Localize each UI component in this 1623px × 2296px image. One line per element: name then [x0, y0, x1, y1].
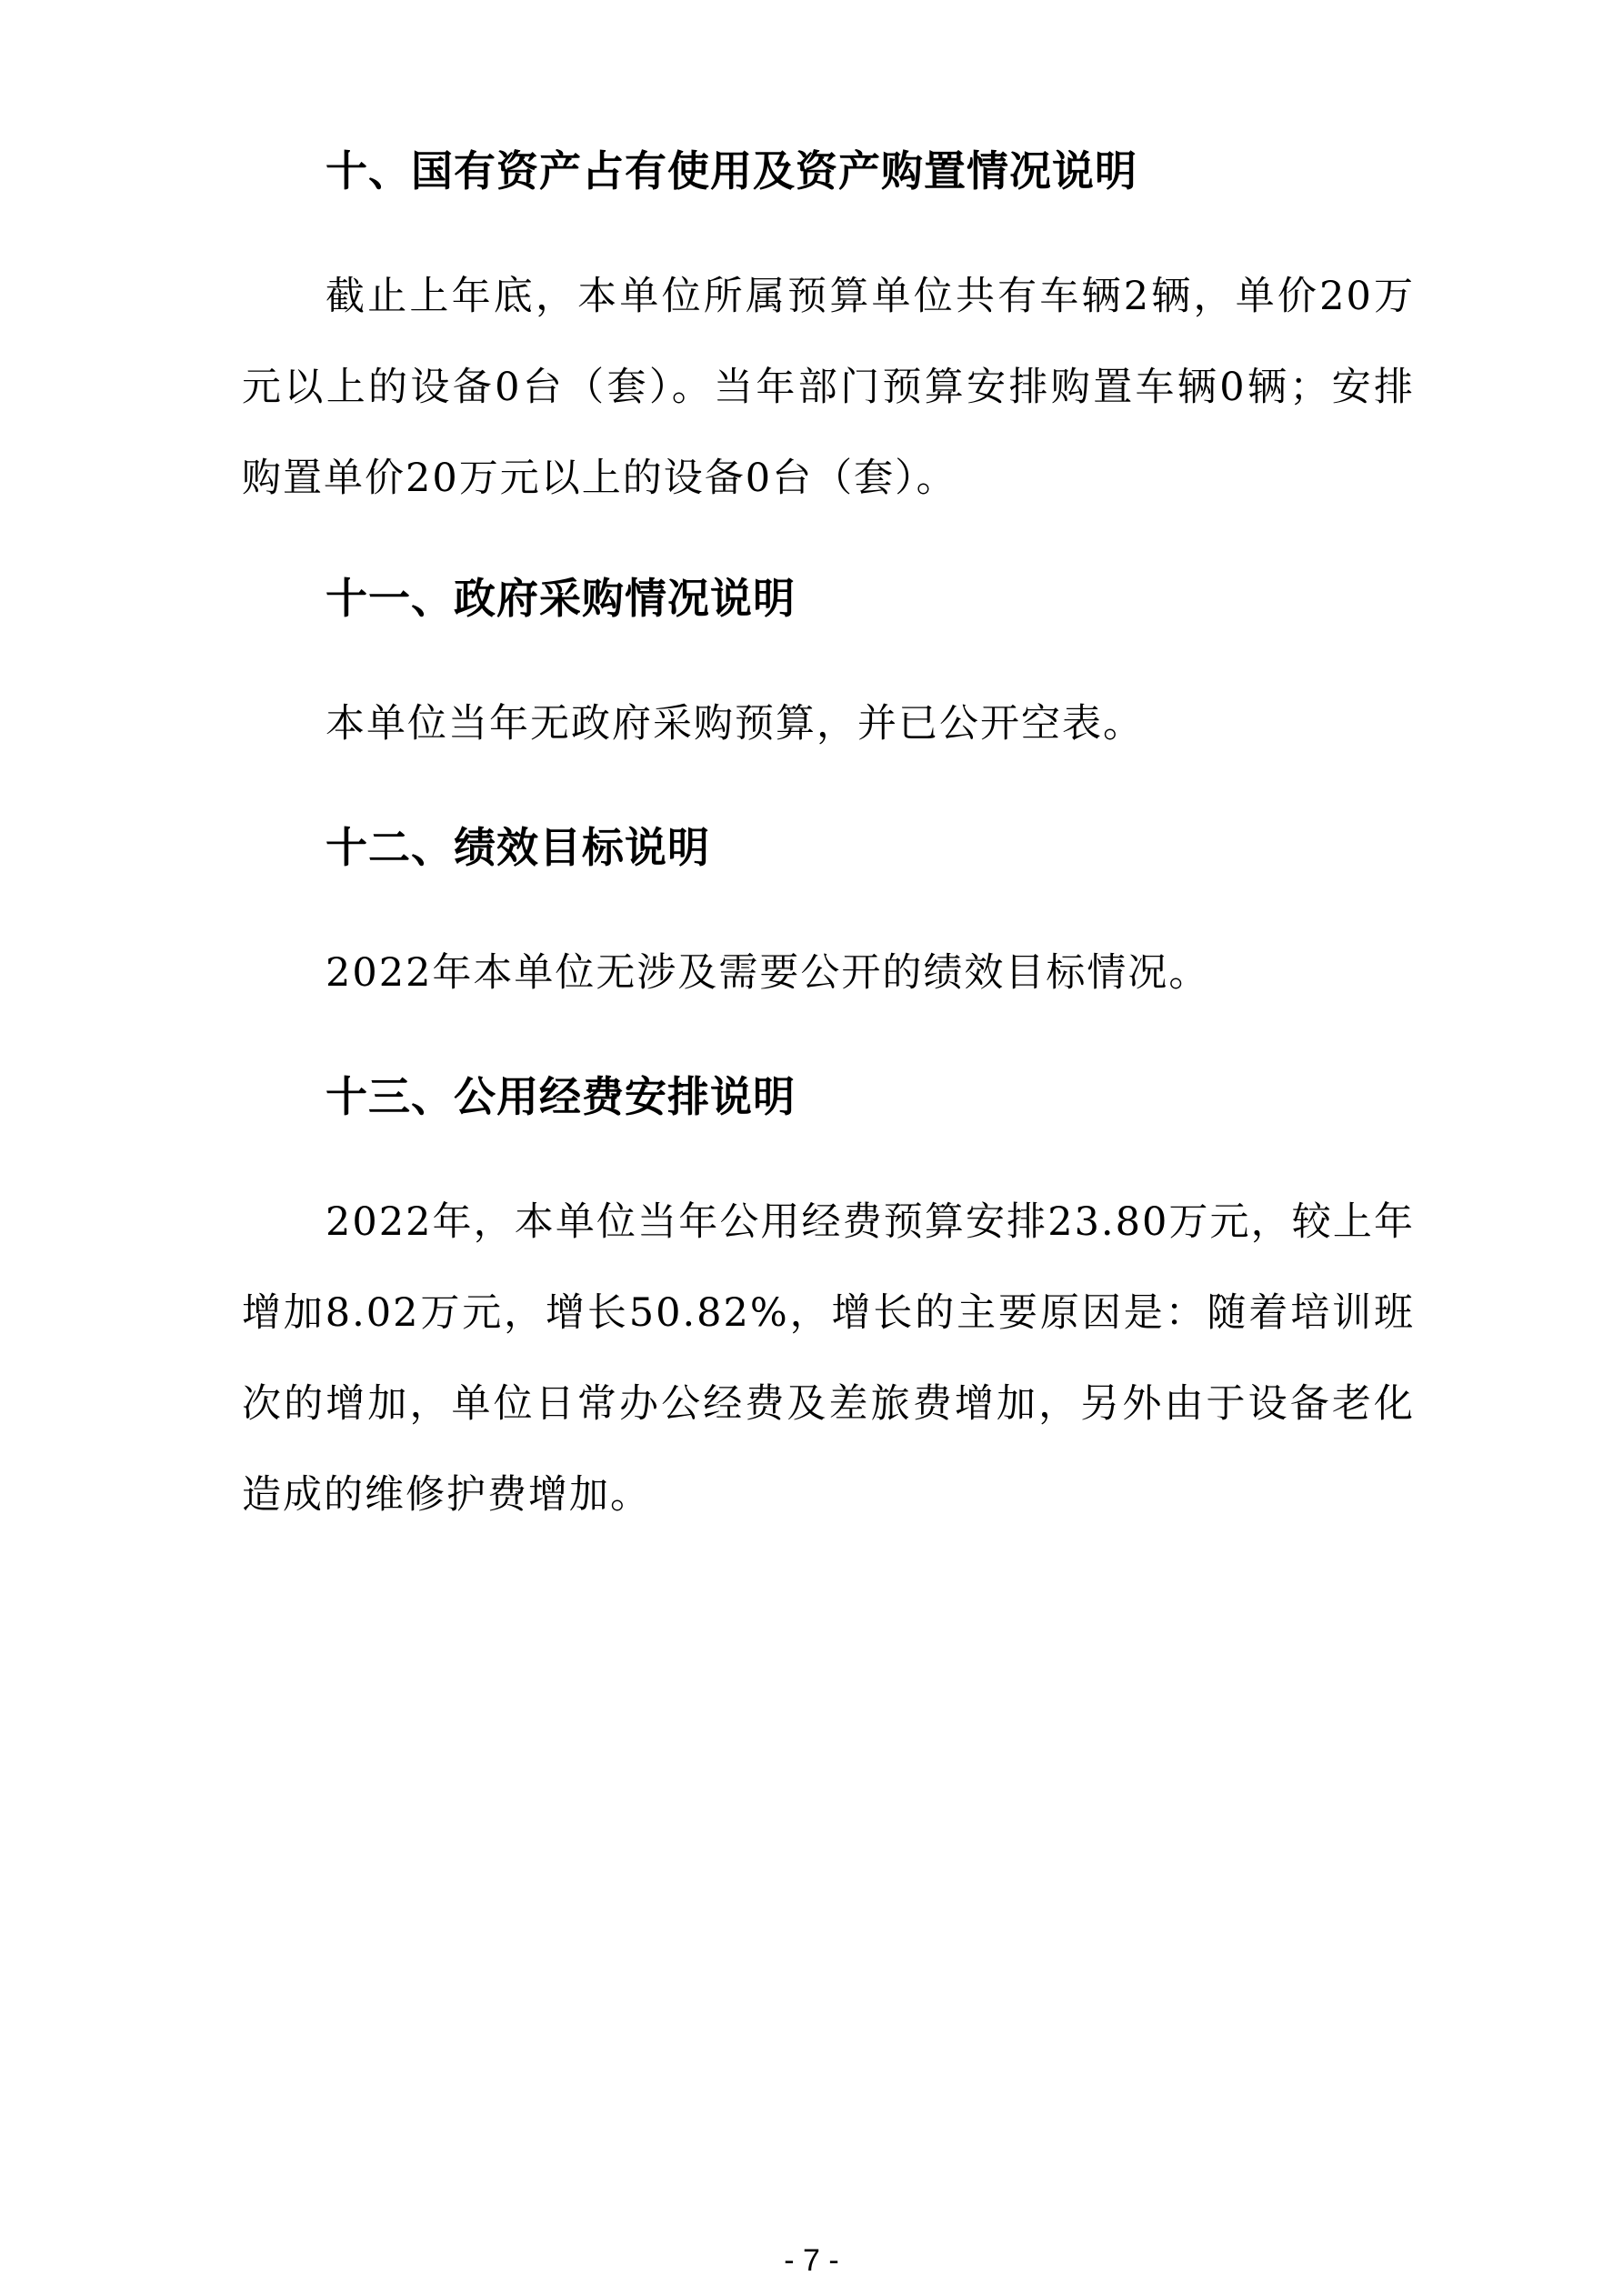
page-content — [242, 136, 1415, 1540]
section-heading: 十三、公用经费安排说明 — [326, 1072, 796, 1121]
section-asset-usage — [242, 144, 1415, 524]
section-paragraph: 2022年，本单位当年公用经费预算安排23.80万元，较上年增加8.02万元，增长50.82%，增长的主要原因是：随着培训班次的增加，单位日常办公经费及差旅费增加，另外由于设备老化造成的维修护费增加。 — [242, 1199, 1415, 1518]
section-heading: 十二、绩效目标说明 — [326, 823, 710, 872]
section-heading: 十一、政府采购情况说明 — [326, 574, 796, 623]
page-number: - 7 - — [784, 2243, 839, 2278]
section-public-expenses — [242, 1069, 1415, 1540]
section-performance-goals — [242, 820, 1415, 1018]
section-government-procurement — [242, 571, 1415, 769]
section-paragraph: 2022年本单位无涉及需要公开的绩效目标情况。 — [326, 950, 1210, 996]
section-heading: 十、国有资产占有使用及资产购置情况说明 — [326, 146, 1137, 196]
section-paragraph: 本单位当年无政府采购预算，并已公开空表。 — [326, 701, 1144, 747]
section-paragraph: 截止上年底，本单位所属预算单位共有车辆2辆，单价20万元以上的设备0台（套）。当年部门预算安排购置车辆0辆；安排购置单价20万元以上的设备0台（套）。 — [242, 274, 1415, 501]
